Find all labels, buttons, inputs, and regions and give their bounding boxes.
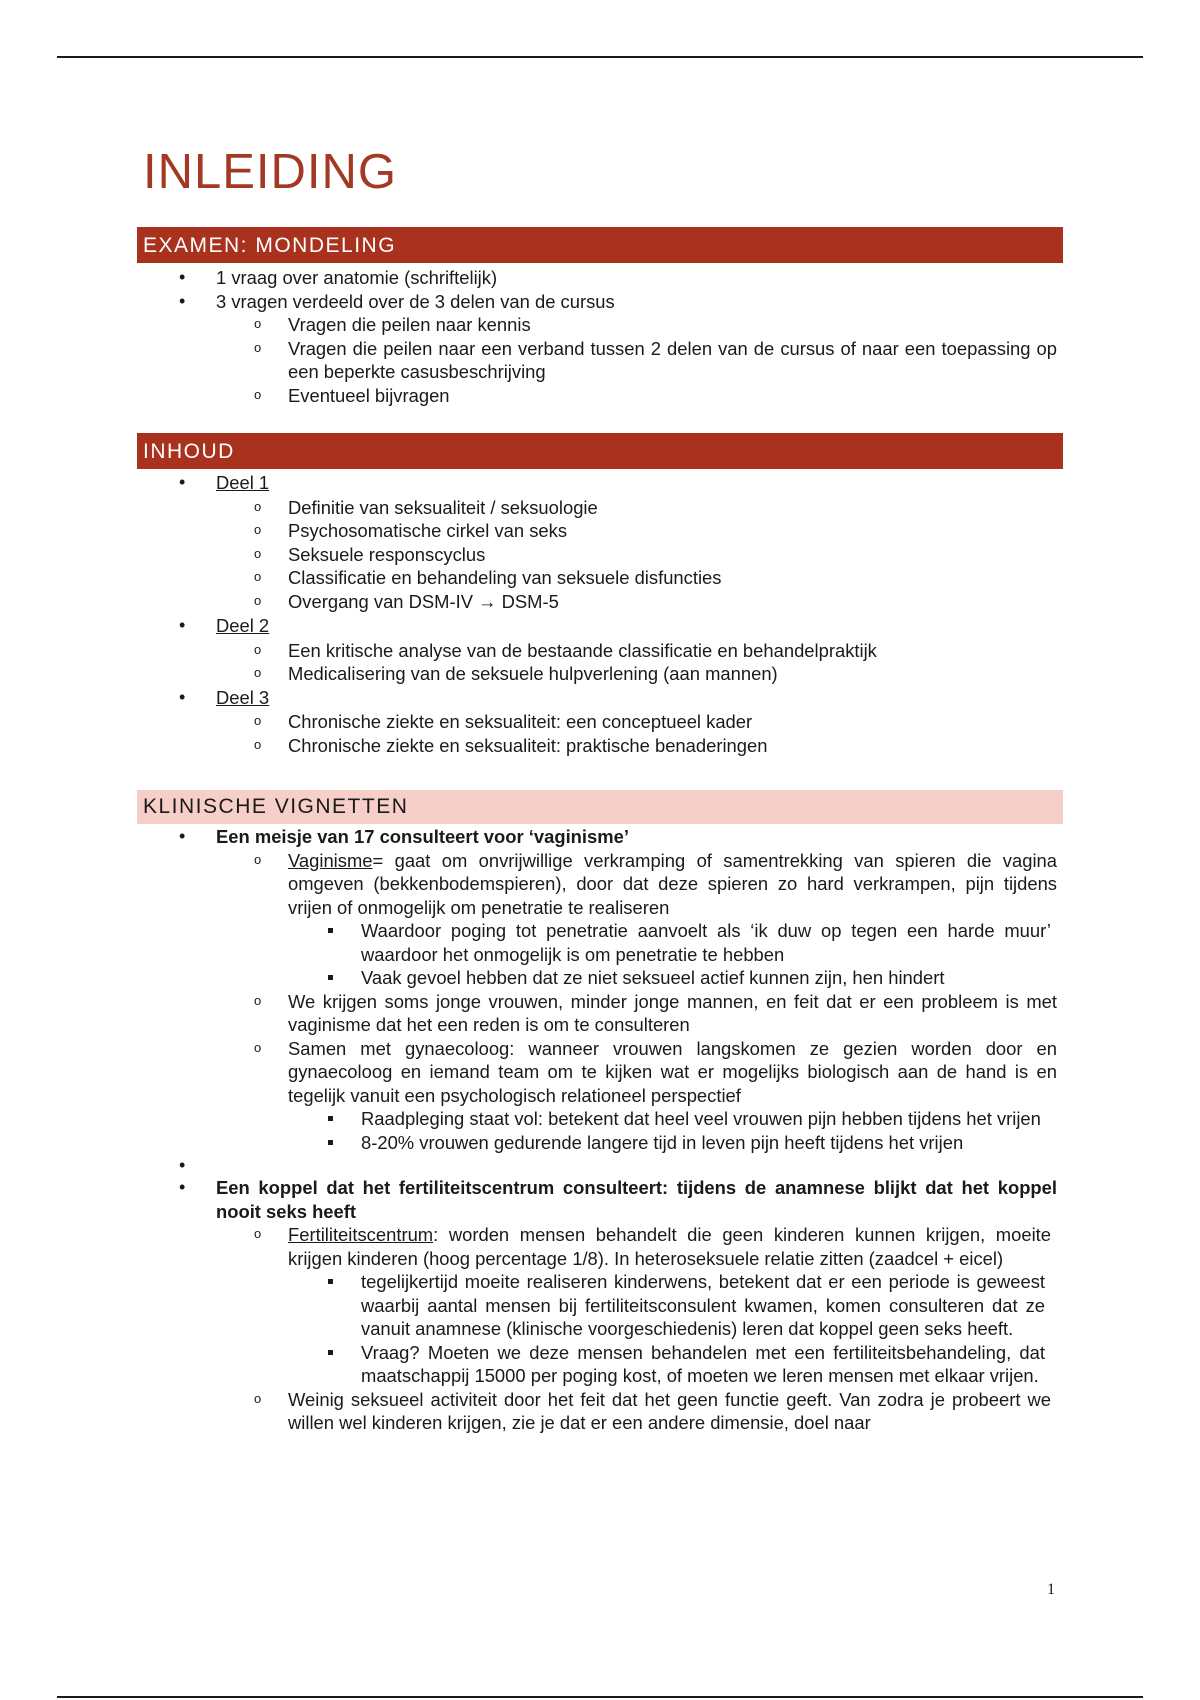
- list-item: o Medicalisering van de seksuele hulpverlening (aan mannen): [137, 662, 1063, 686]
- deel-label: Deel 1: [216, 472, 270, 493]
- inhoud-list: [137, 471, 1063, 757]
- examen-list: [137, 266, 1063, 407]
- list-item: [137, 686, 1063, 758]
- spacer: [137, 1154, 1063, 1176]
- examen-sublist: [216, 313, 1063, 407]
- case1-bullets-a: [288, 919, 1057, 990]
- list-item: o Chronische ziekte en seksualiteit: praktische benaderingen: [137, 734, 1063, 758]
- section-examen: [137, 227, 1063, 407]
- list-item: o Definitie van seksualiteit / seksuologie: [137, 496, 1063, 520]
- list-item: o Vaginisme= gaat om onvrijwillige verkramping of samentrekking van spieren die vagina omgeven (bekkenbodemspieren), door dat deze spieren zo hard verkrampen, pijn tijdens vrijen of onmogelijk om penetratie te realiseren Waardoor poging tot penetratie aanvoelt als ‘ik duw op tegen een harde muur’ waardoor het onmogelijk is om penetratie te hebben Vaak gevoel hebben dat ze niet seksueel actief kunnen zijn, hen hindert: [137, 849, 1063, 990]
- list-item: o Samen met gynaecoloog: wanneer vrouwen langskomen ze gezien worden door en gynaecoloog en iemand team om te kijken wat er mogelijks biologisch aan de hand is en tegelijk vanuit een psychologisch relationeel perspectief Raadpleging staat vol: betekent dat heel veel vrouwen pijn hebben tijdens het vrijen 8-20% vrouwen gedurende langere tijd in leven pijn heeft tijdens het vrijen: [137, 1037, 1063, 1155]
- case2-sublist: [216, 1223, 1057, 1435]
- list-item: • 1 vraag over anatomie (schriftelijk): [137, 266, 1063, 290]
- list-item: [137, 825, 1063, 1154]
- list-item: o Vragen die peilen naar kennis: [137, 313, 1063, 337]
- list-item: [137, 1176, 1063, 1435]
- vignetten-list: [137, 825, 1063, 1435]
- list-item: Vraag? Moeten we deze mensen behandelen met een fertiliteitsbehandeling, dat maatschappij 15000 per poging kost, of moeten we leren mensen met elkaar vrijen.: [137, 1341, 1051, 1388]
- list-item: 8-20% vrouwen gedurende langere tijd in leven pijn heeft tijdens het vrijen: [137, 1131, 1057, 1155]
- deel3-sublist: [216, 710, 1063, 757]
- list-item: o Een kritische analyse van de bestaande classificatie en behandelpraktijk: [137, 639, 1063, 663]
- section-vignetten: [137, 790, 1063, 1435]
- section-heading-examen: EXAMEN: MONDELING: [137, 227, 1063, 263]
- header-rule: [57, 56, 1143, 58]
- deel-label: Deel 2: [216, 615, 270, 636]
- list-item: o Psychosomatische cirkel van seks: [137, 519, 1063, 543]
- case1-bullets-b: [288, 1107, 1057, 1154]
- page-number: 1: [1047, 1581, 1055, 1598]
- list-item: o Overgang van DSM-IV → DSM-5: [137, 590, 1063, 614]
- section-heading-vignetten: KLINISCHE VIGNETTEN: [137, 790, 1063, 824]
- deel-label: Deel 3: [216, 686, 270, 708]
- list-item: o Eventueel bijvragen: [137, 384, 1063, 408]
- list-item: o We krijgen soms jonge vrouwen, minder jonge mannen, en feit dat er een probleem is met vaginisme dat het een reden is om te consulteren: [137, 990, 1063, 1037]
- list-item: Vaak gevoel hebben dat ze niet seksueel actief kunnen zijn, hen hindert: [137, 966, 1057, 990]
- page-title: INLEIDING: [143, 145, 398, 199]
- deel1-sublist: [216, 496, 1063, 614]
- deel2-sublist: [216, 639, 1063, 686]
- case2-bullets: [288, 1270, 1051, 1388]
- list-item: tegelijkertijd moeite realiseren kinderwens, betekent dat er een periode is geweest waarbij aantal mensen bij fertiliteitsconsulent kwamen, komen consulteren dat ze vanuit anamnese (klinische voorgeschiedenis) leren dat koppel geen seks heeft.: [137, 1270, 1051, 1341]
- case-title: Een koppel dat het fertiliteitscentrum consulteert: tijdens de anamnese blijkt dat het koppel nooit seks heeft: [216, 1177, 1057, 1222]
- list-item: Raadpleging staat vol: betekent dat heel veel vrouwen pijn hebben tijdens het vrijen: [137, 1107, 1057, 1131]
- list-item: [137, 471, 1063, 613]
- list-item: Waardoor poging tot penetratie aanvoelt als ‘ik duw op tegen een harde muur’ waardoor het onmogelijk is om penetratie te hebben: [137, 919, 1057, 966]
- list-item: [137, 614, 1063, 686]
- footer-rule: [57, 1696, 1143, 1698]
- list-item: o Seksuele responscyclus: [137, 543, 1063, 567]
- list-item: o Classificatie en behandeling van seksuele disfuncties: [137, 566, 1063, 590]
- case-title: Een meisje van 17 consulteert voor ‘vaginisme’: [216, 826, 629, 847]
- list-item: o Vragen die peilen naar een verband tussen 2 delen van de cursus of naar een toepassing op een beperkte casusbeschrijving: [137, 337, 1063, 384]
- list-item: • 3 vragen verdeeld over de 3 delen van de cursus o Vragen die peilen naar kennis o Vragen die peilen naar een verband tussen 2 delen van de cursus of naar een toepassing op een beperkte casusbeschrijving o Eventueel bijvragen: [137, 290, 1063, 408]
- list-item: o Weinig seksueel activiteit door het feit dat het geen functie geeft. Van zodra je probeert we willen wel kinderen krijgen, zie je dat er een andere dimensie, doel naar: [137, 1388, 1057, 1435]
- case1-sublist: [216, 849, 1063, 1155]
- list-item: o Chronische ziekte en seksualiteit: een conceptueel kader: [137, 710, 1063, 734]
- section-heading-inhoud: INHOUD: [137, 433, 1063, 469]
- list-item: o Fertiliteitscentrum: worden mensen behandelt die geen kinderen kunnen krijgen, moeite krijgen kinderen (hoog percentage 1/8). In heteroseksuele relatie zitten (zaadcel + eicel) tegelijkertijd moeite realiseren kinderwens, betekent dat er een periode is geweest waarbij aantal mensen bij fertiliteitsconsulent kwamen, komen consulteren dat ze vanuit anamnese (klinische voorgeschiedenis) leren dat koppel geen seks heeft. Vraag? Moeten we deze mensen behandelen met een fertiliteitsbehandeling, dat maatschappij 15000 per poging kost, of moeten we leren mensen met elkaar vrijen.: [137, 1223, 1057, 1388]
- section-inhoud: [137, 433, 1063, 757]
